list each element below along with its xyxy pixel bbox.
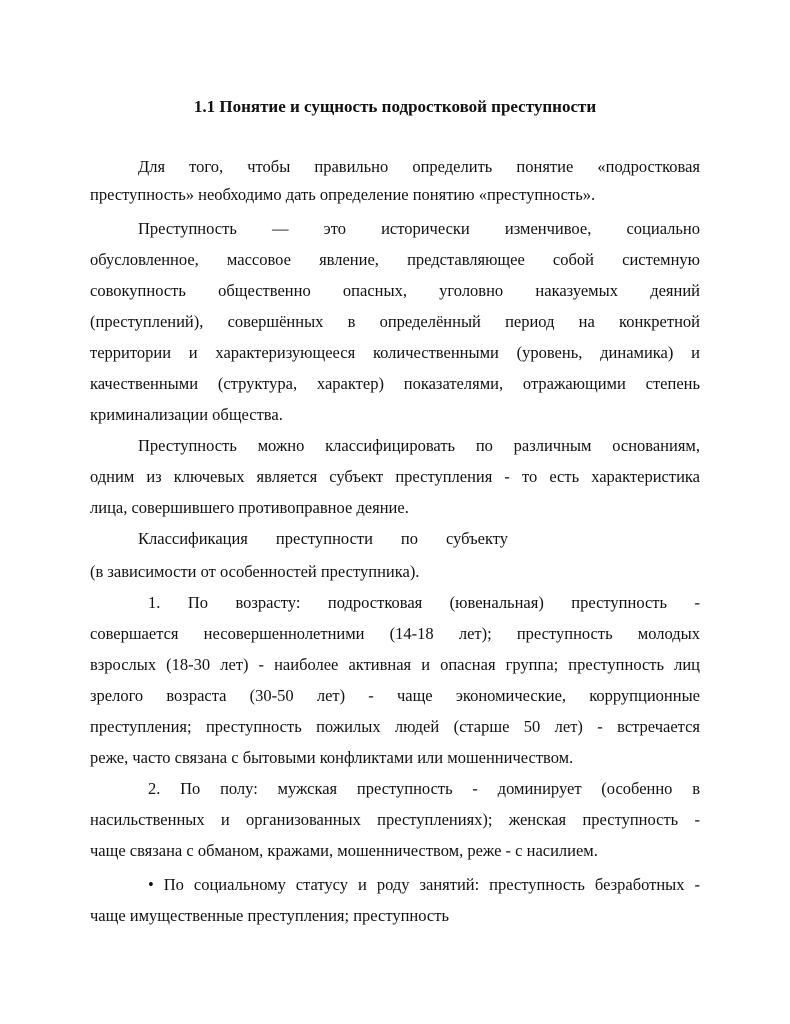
text-line: Преступность можно классифицировать по различным основаниям, (138, 436, 700, 455)
text-line: Для того, чтобы правильно определить понятие «подростковая (138, 157, 700, 176)
text-line: совершается несовершеннолетними (14-18 лет); преступность молодых (90, 624, 700, 643)
list-item-line: 1. По возрасту: подростковая (ювенальная) преступность - (148, 593, 700, 612)
text-line: взрослых (18-30 лет) - наиболее активная и опасная группа; преступность лиц (90, 655, 700, 674)
text-line: преступления; преступность пожилых людей (старше 50 лет) - встречается (90, 717, 700, 736)
bullet-item-line: • По социальному статусу и роду занятий: преступность безработных - (148, 875, 700, 894)
text-line: чаще связана с обманом, кражами, мошенничеством, реже - с насилием. (90, 841, 598, 860)
text-line: криминализации общества. (90, 405, 283, 424)
text-line: реже, часто связана с бытовыми конфликтами или мошенничеством. (90, 748, 574, 767)
text-line: обусловленное, массовое явление, представляющее собой системную (90, 250, 700, 269)
text-line: чаще имущественные преступления; преступность (90, 906, 449, 925)
text-line: территории и характеризующееся количественными (уровень, динамика) и (90, 343, 700, 362)
text-line: Классификация преступности по субъекту (138, 529, 508, 548)
text-line: лица, совершившего противоправное деяние. (90, 498, 409, 517)
text-line: насильственных и организованных преступлениях); женская преступность - (90, 810, 700, 829)
section-title: 1.1 Понятие и сущность подростковой преступности (193, 97, 597, 116)
text-line: качественными (структура, характер) показателями, отражающими степень (90, 374, 700, 393)
text-line: зрелого возраста (30-50 лет) - чаще экономические, коррупционные (90, 686, 700, 705)
text-line: совокупность общественно опасных, уголовно наказуемых деяний (90, 281, 700, 300)
text-line: преступность» необходимо дать определение понятию «преступность». (90, 185, 596, 204)
list-item-line: 2. По полу: мужская преступность - доминирует (особенно в (148, 779, 700, 798)
text-line: Преступность — это исторически изменчивое, социально (138, 219, 700, 238)
text-line: одним из ключевых является субъект преступления - то есть характеристика (90, 467, 700, 486)
text-line: (преступлений), совершённых в определённый период на конкретной (90, 312, 700, 331)
text-line: (в зависимости от особенностей преступника). (90, 562, 420, 581)
